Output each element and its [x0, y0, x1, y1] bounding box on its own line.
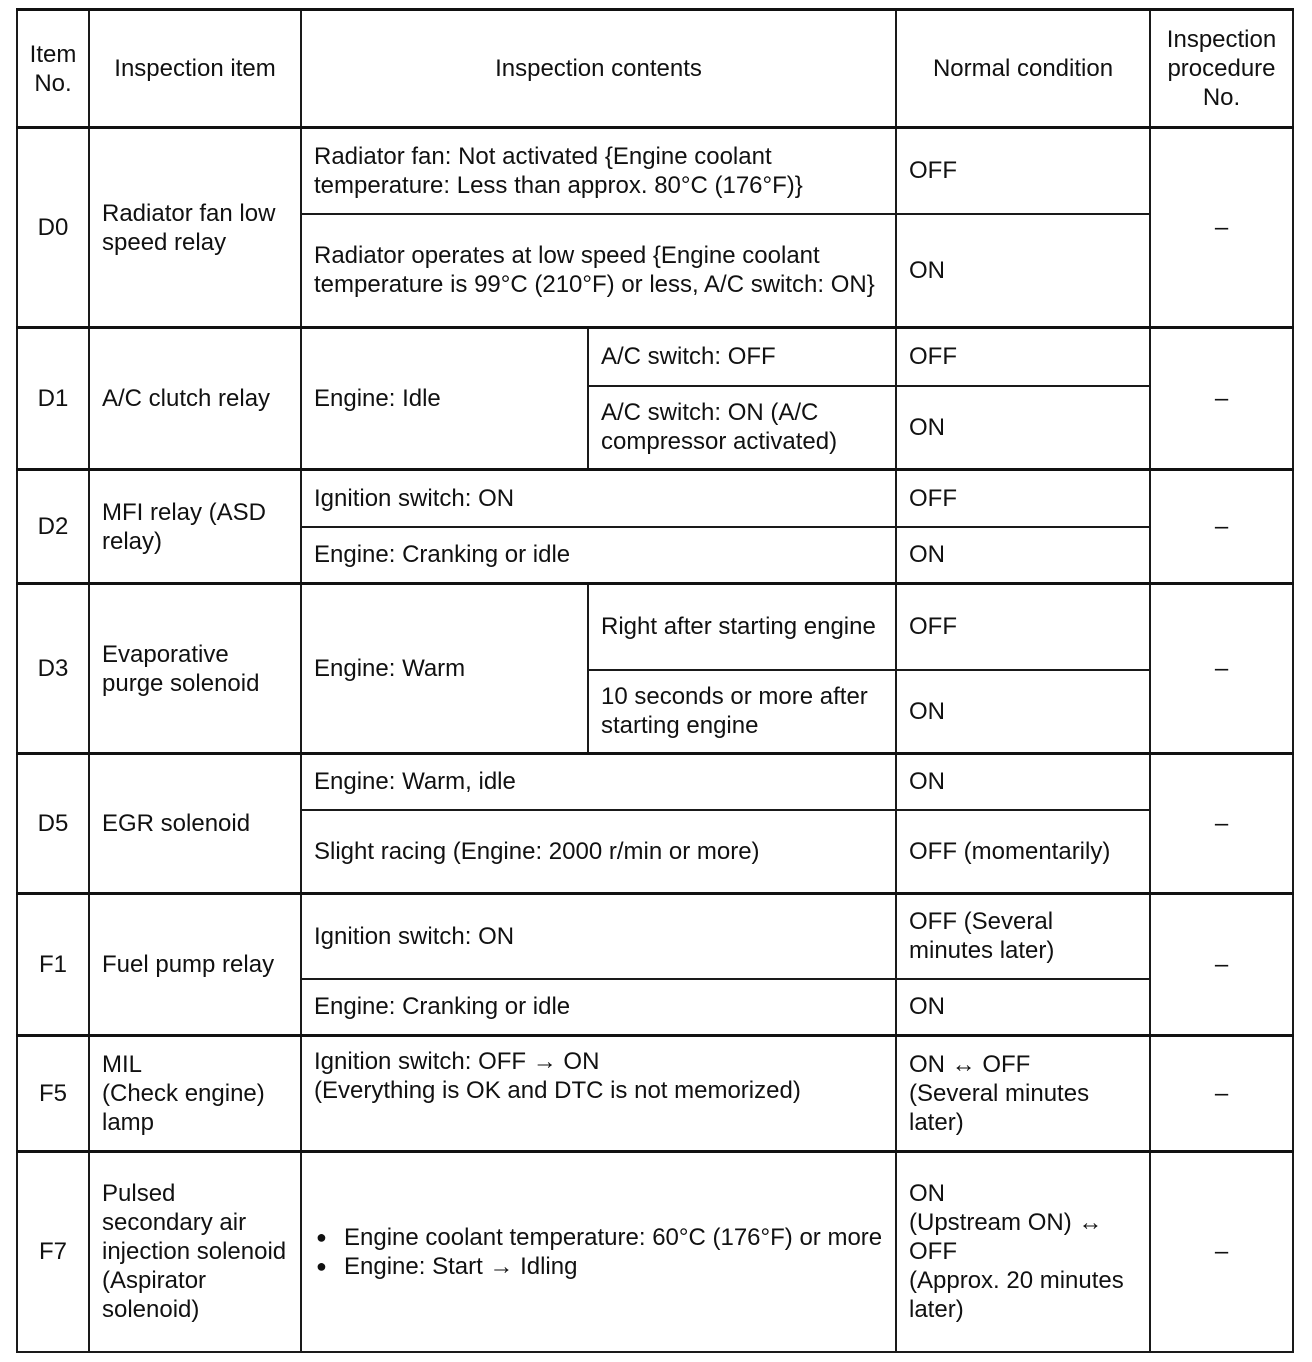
- inspection-item-cell: Fuel pump relay: [89, 894, 301, 1036]
- normal-condition-cell: [896, 1152, 1150, 1352]
- normal-condition-cell: OFF (Several minutes later): [896, 894, 1150, 979]
- normal-condition-cell: ON: [896, 670, 1150, 754]
- procedure-no-cell: –: [1150, 584, 1293, 754]
- normal-condition-cell: ON: [896, 214, 1150, 328]
- item-no-cell: F7: [17, 1152, 89, 1352]
- inspection-contents-cell: [301, 1152, 896, 1352]
- item-no-cell: D2: [17, 470, 89, 584]
- procedure-no-cell: –: [1150, 1152, 1293, 1352]
- item-no-cell: D3: [17, 584, 89, 754]
- item-line: (Aspirator solenoid): [102, 1267, 207, 1324]
- normal-condition-cell: OFF: [896, 128, 1150, 214]
- condition-line: (Approx. 20 minutes later): [909, 1267, 1124, 1324]
- inspection-item-cell: [89, 1036, 301, 1152]
- table-row-f7: [17, 1152, 1293, 1352]
- inspection-contents-cell: Right after starting engine: [588, 584, 896, 670]
- table-row-d5-1: [17, 754, 1293, 810]
- inspection-contents-cell: A/C switch: OFF: [588, 328, 896, 386]
- inspection-item-cell: [89, 1152, 301, 1352]
- header-inspection-procedure-no: Inspection procedure No.: [1150, 10, 1293, 128]
- normal-condition-cell: OFF (momentarily): [896, 810, 1150, 894]
- item-line: lamp: [102, 1109, 155, 1136]
- inspection-contents-cell: Slight racing (Engine: 2000 r/min or more): [301, 810, 896, 894]
- item-line: (Check engine): [102, 1080, 265, 1107]
- normal-condition-cell: [896, 1036, 1150, 1152]
- content-line: (Everything is OK and DTC is not memorized): [314, 1077, 801, 1104]
- header-inspection-contents: Inspection contents: [301, 10, 896, 128]
- item-line: Pulsed secondary air injection solenoid: [102, 1180, 287, 1266]
- inspection-item-cell: A/C clutch relay: [89, 328, 301, 470]
- inspection-item-cell: Radiator fan low speed relay: [89, 128, 301, 328]
- item-line: MIL: [102, 1051, 143, 1078]
- condition-line: ON: [909, 1180, 945, 1208]
- normal-condition-cell: ON: [896, 527, 1150, 584]
- header-item-no: Item No.: [17, 10, 89, 128]
- condition-line: ON ↔ OFF: [909, 1051, 1031, 1078]
- normal-condition-cell: OFF: [896, 584, 1150, 670]
- normal-condition-cell: ON: [896, 979, 1150, 1036]
- condition-line: OFF: [909, 1238, 957, 1266]
- table-row-d0-1: [17, 128, 1293, 214]
- inspection-context-cell: Engine: Idle: [301, 328, 588, 470]
- inspection-item-cell: Evaporative purge solenoid: [89, 584, 301, 754]
- inspection-contents-cell: Radiator fan: Not activated {Engine coolant temperature: Less than approx. 80°C (176°F)}: [301, 128, 896, 214]
- inspection-contents-cell: [301, 1036, 896, 1152]
- normal-condition-cell: ON: [896, 754, 1150, 810]
- header-normal-condition: Normal condition: [896, 10, 1150, 128]
- content-line: Ignition switch: OFF → ON: [314, 1048, 600, 1075]
- procedure-no-cell: –: [1150, 1036, 1293, 1152]
- table-row-d2-1: [17, 470, 1293, 527]
- table-row-d1-1: [17, 328, 1293, 386]
- condition-line: (Several minutes later): [909, 1080, 1090, 1136]
- procedure-no-cell: –: [1150, 894, 1293, 1036]
- inspection-table: [16, 8, 1294, 1353]
- inspection-contents-cell: Ignition switch: ON: [301, 470, 896, 527]
- table-row-d3-1: [17, 584, 1293, 670]
- inspection-contents-cell: Radiator operates at low speed {Engine coolant temperature is 99°C (210°F) or less, A/C switch: ON}: [301, 214, 896, 328]
- inspection-contents-cell: Ignition switch: ON: [301, 894, 896, 979]
- inspection-contents-cell: 10 seconds or more after starting engine: [588, 670, 896, 754]
- item-no-cell: D5: [17, 754, 89, 894]
- header-inspection-item: Inspection item: [89, 10, 301, 128]
- table-row-f5: [17, 1036, 1293, 1152]
- procedure-no-cell: –: [1150, 328, 1293, 470]
- normal-condition-cell: OFF: [896, 470, 1150, 527]
- bullet-item: ● Engine coolant temperature: 60°C (176°F) or more: [314, 1223, 883, 1252]
- procedure-no-cell: –: [1150, 754, 1293, 894]
- item-no-cell: F5: [17, 1036, 89, 1152]
- inspection-contents-cell: Engine: Cranking or idle: [301, 979, 896, 1036]
- bullet-item: ● Engine: Start → Idling: [314, 1252, 883, 1281]
- inspection-contents-cell: Engine: Cranking or idle: [301, 527, 896, 584]
- item-no-cell: D1: [17, 328, 89, 470]
- header-row: [17, 10, 1293, 128]
- item-no-cell: F1: [17, 894, 89, 1036]
- bullet-list: [314, 1223, 883, 1281]
- inspection-item-cell: MFI relay (ASD relay): [89, 470, 301, 584]
- procedure-no-cell: –: [1150, 470, 1293, 584]
- inspection-contents-cell: A/C switch: ON (A/C compressor activated): [588, 386, 896, 470]
- table-row-f1-1: [17, 894, 1293, 979]
- normal-condition-cell: ON: [896, 386, 1150, 470]
- normal-condition-cell: OFF: [896, 328, 1150, 386]
- procedure-no-cell: –: [1150, 128, 1293, 328]
- condition-line: (Upstream ON) ↔: [909, 1209, 1103, 1237]
- inspection-item-cell: EGR solenoid: [89, 754, 301, 894]
- item-no-cell: D0: [17, 128, 89, 328]
- inspection-contents-cell: Engine: Warm, idle: [301, 754, 896, 810]
- inspection-context-cell: Engine: Warm: [301, 584, 588, 754]
